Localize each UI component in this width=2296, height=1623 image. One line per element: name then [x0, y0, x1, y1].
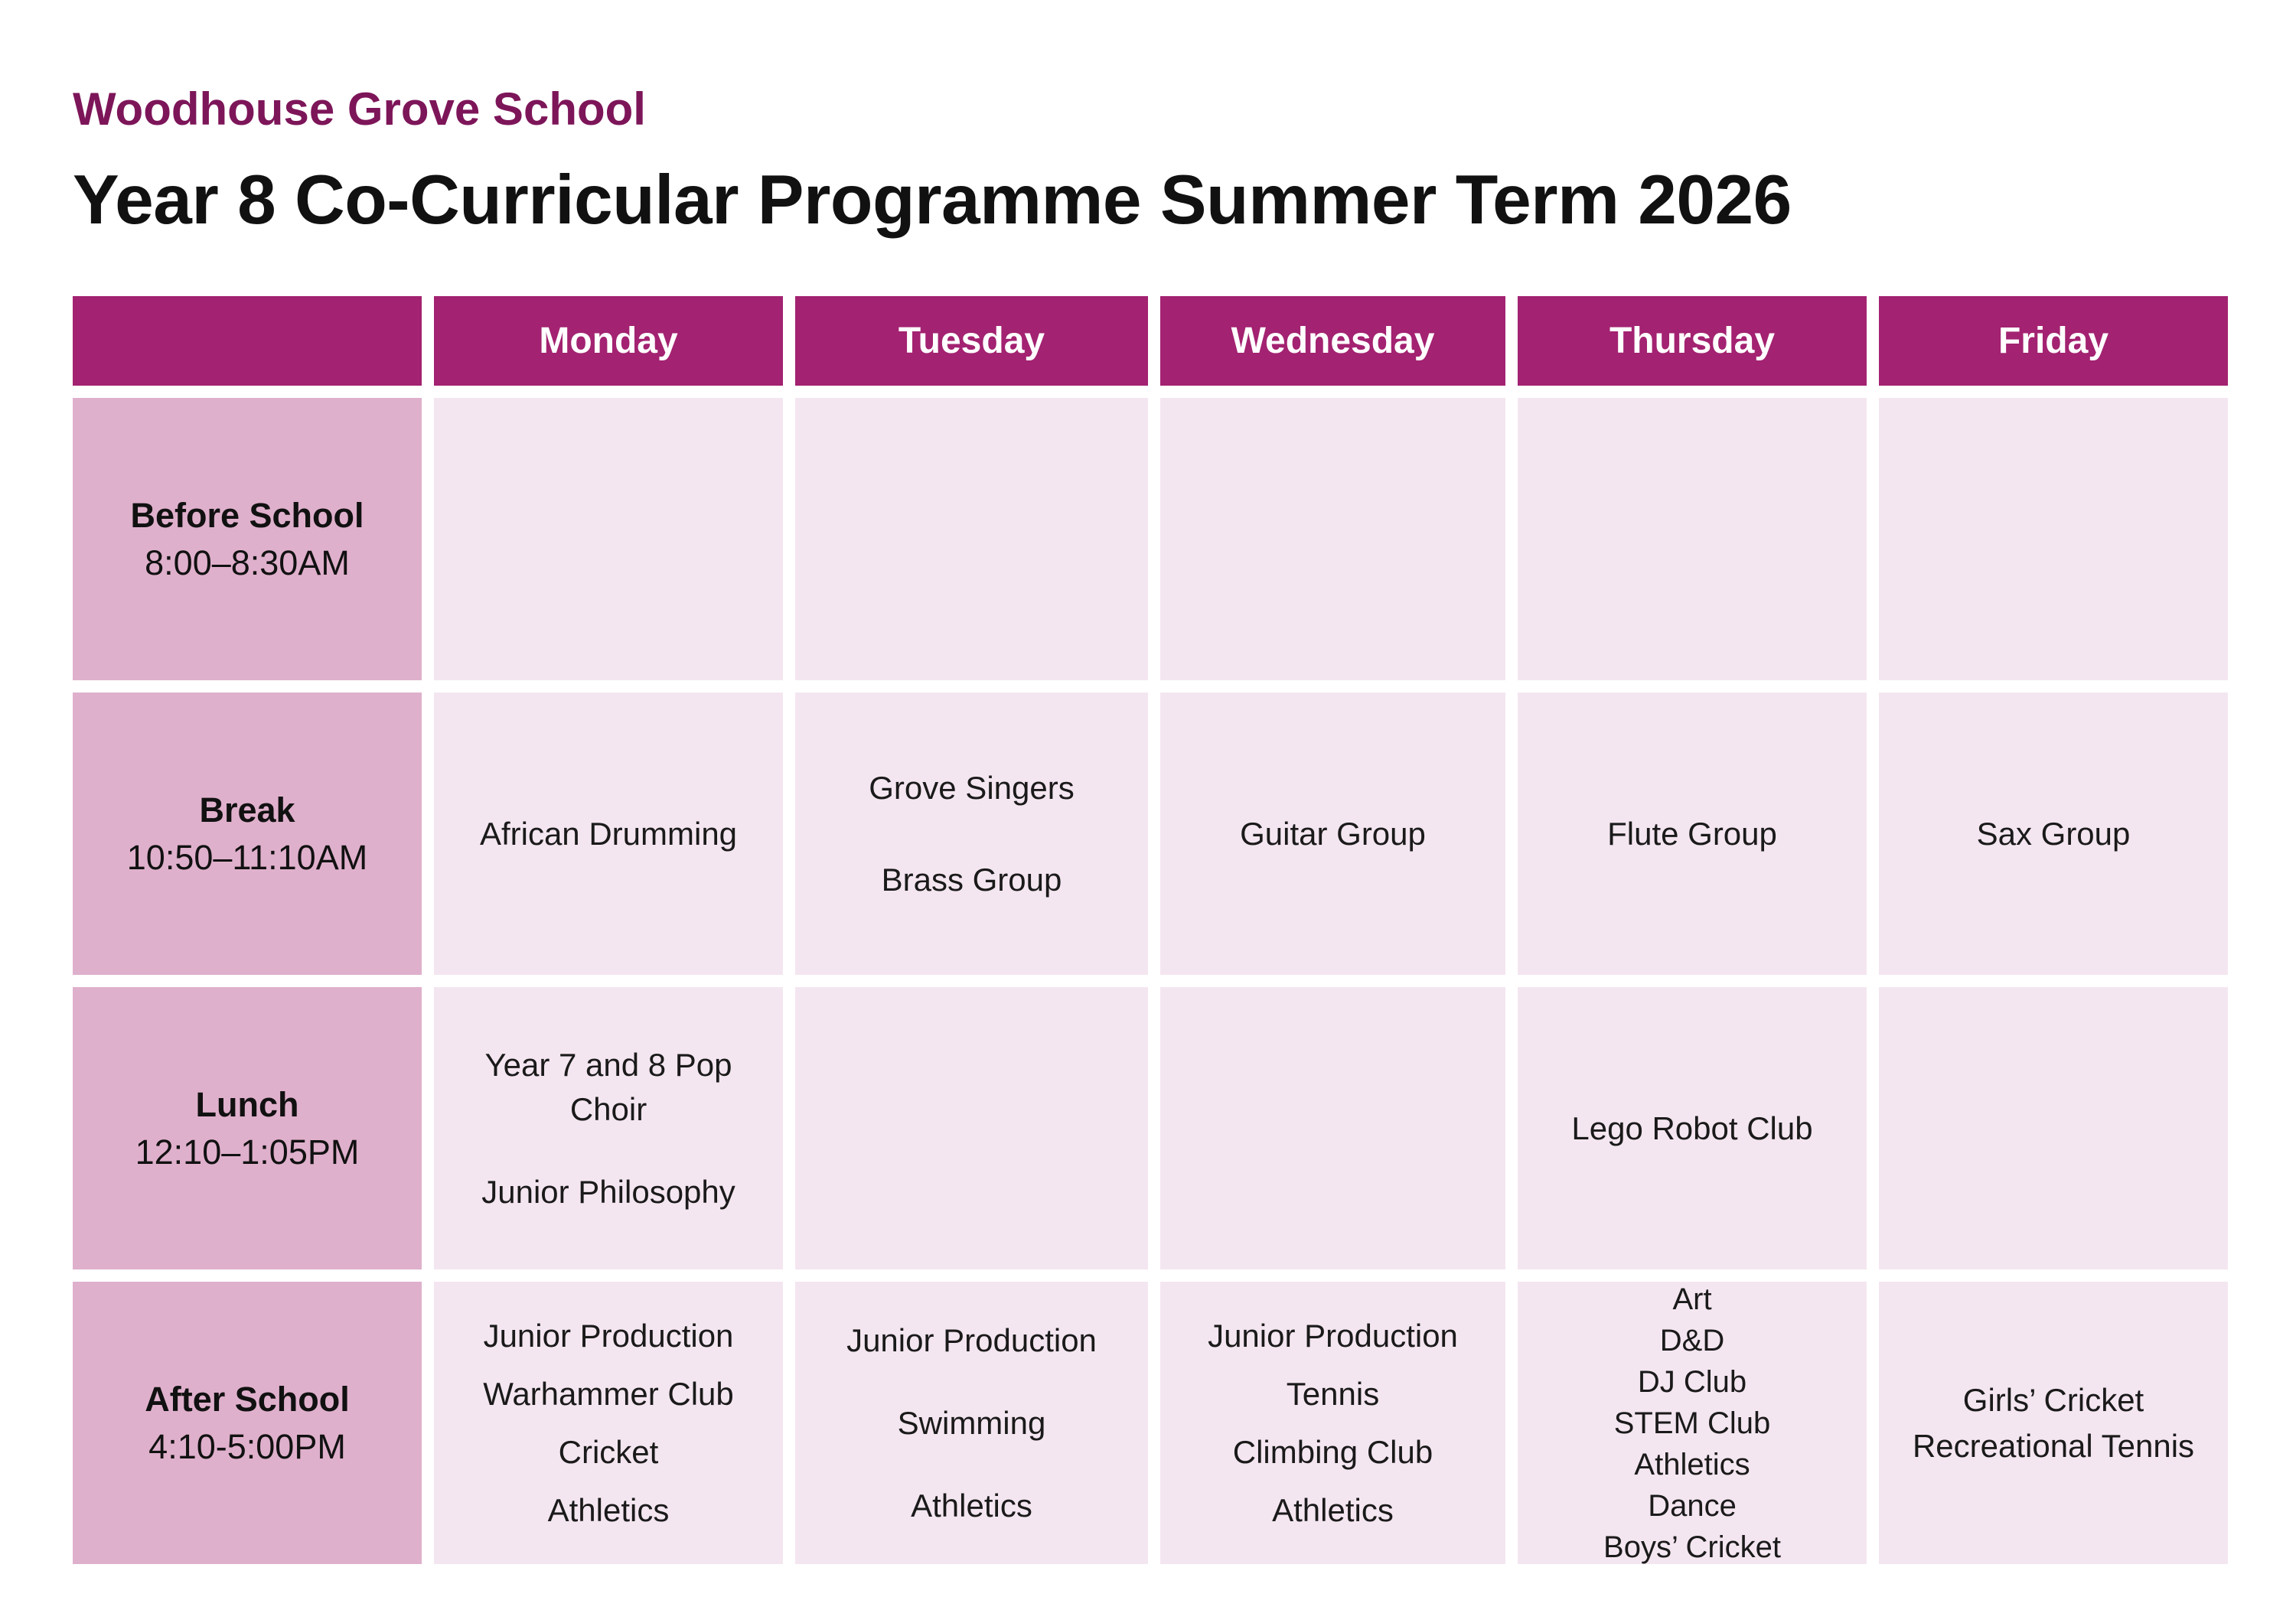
activity-item: Art: [1672, 1282, 1712, 1316]
activity-item: Boys’ Cricket: [1603, 1530, 1781, 1564]
activity-item: Guitar Group: [1240, 815, 1426, 852]
activity-cell: [1879, 1282, 2228, 1564]
activity-list: [1603, 1279, 1781, 1568]
day-header-monday: Monday: [434, 296, 783, 386]
activity-list: [1571, 1106, 1812, 1152]
activity-item: Dance: [1648, 1488, 1737, 1523]
activity-item: Junior Philosophy: [481, 1173, 735, 1210]
day-header-thursday: Thursday: [1518, 296, 1867, 386]
activity-item: Lego Robot Club: [1571, 1110, 1813, 1146]
activity-cell: [795, 987, 1148, 1269]
slot-lunch: [73, 987, 422, 1269]
activity-cell: [795, 693, 1148, 975]
activity-cell: [434, 987, 783, 1269]
slot-name: Break: [199, 790, 295, 829]
activity-list: [846, 1318, 1097, 1528]
activity-cell: [1160, 987, 1505, 1269]
activity-cell: [1160, 398, 1505, 680]
activity-cell: [1518, 693, 1867, 975]
activity-item: DJ Club: [1637, 1364, 1747, 1399]
activity-cell: [1518, 1282, 1867, 1564]
activity-item: Year 7 and 8 Pop Choir: [484, 1046, 732, 1127]
activity-list: [1607, 811, 1777, 857]
activity-list: [446, 1043, 771, 1214]
activity-item: African Drumming: [479, 815, 738, 852]
activity-item: Grove Singers: [869, 769, 1075, 806]
slot-time: 12:10–1:05PM: [135, 1132, 360, 1172]
activity-cell: [1160, 1282, 1505, 1564]
page-title: Year 8 Co-Curricular Programme Summer Term 2026: [73, 161, 1792, 239]
activity-item: Athletics: [547, 1491, 670, 1528]
activity-cell: [795, 398, 1148, 680]
activity-item: Recreational Tennis: [1912, 1427, 2195, 1464]
activity-item: Athletics: [1272, 1491, 1394, 1528]
activity-cell: [1879, 987, 2228, 1269]
activity-cell: [795, 1282, 1148, 1564]
activity-item: Swimming: [897, 1404, 1046, 1441]
activity-cell: [434, 693, 783, 975]
day-header-tuesday: Tuesday: [795, 296, 1148, 386]
activity-list: [1240, 811, 1426, 857]
activity-cell: [1518, 987, 1867, 1269]
activity-item: STEM Club: [1613, 1406, 1771, 1440]
slot-name: Lunch: [195, 1084, 299, 1124]
activity-item: Climbing Club: [1232, 1433, 1433, 1470]
activity-item: Athletics: [1634, 1447, 1750, 1481]
activity-item: Junior Production: [1208, 1317, 1458, 1354]
slot-name: Before School: [130, 495, 364, 535]
activity-cell: [1879, 693, 2228, 975]
slot-before-school: [73, 398, 422, 680]
activity-list: [483, 1307, 734, 1540]
slot-time: 4:10-5:00PM: [148, 1426, 346, 1466]
activity-item: Warhammer Club: [483, 1375, 734, 1412]
activity-list: [1977, 811, 2131, 857]
slot-break: [73, 693, 422, 975]
activity-list: [1208, 1307, 1458, 1540]
activity-cell: [1518, 398, 1867, 680]
day-header-wednesday: Wednesday: [1160, 296, 1505, 386]
activity-cell: [1160, 693, 1505, 975]
activity-item: Athletics: [911, 1487, 1032, 1524]
activity-cell: [1879, 398, 2228, 680]
activity-item: Girls’ Cricket: [1962, 1381, 2144, 1418]
slot-time: 10:50–11:10AM: [126, 837, 368, 877]
activity-list: [869, 765, 1074, 903]
day-header-friday: Friday: [1879, 296, 2228, 386]
activity-item: Junior Production: [483, 1317, 734, 1354]
slot-name: After School: [145, 1379, 350, 1419]
corner-header-cell: [73, 296, 422, 386]
activity-item: Brass Group: [881, 861, 1062, 898]
activity-cell: [434, 398, 783, 680]
activity-item: Cricket: [558, 1433, 659, 1470]
activity-item: D&D: [1659, 1323, 1725, 1357]
activity-cell: [434, 1282, 783, 1564]
school-name: Woodhouse Grove School: [73, 83, 646, 135]
timetable: [73, 296, 2228, 1576]
activity-list: [1913, 1377, 2194, 1469]
slot-time: 8:00–8:30AM: [145, 543, 350, 582]
activity-list: [480, 811, 737, 857]
activity-item: Sax Group: [1976, 815, 2131, 852]
slot-after-school: [73, 1282, 422, 1564]
activity-item: Flute Group: [1607, 815, 1777, 852]
activity-item: Junior Production: [846, 1322, 1097, 1358]
activity-item: Tennis: [1286, 1375, 1380, 1412]
